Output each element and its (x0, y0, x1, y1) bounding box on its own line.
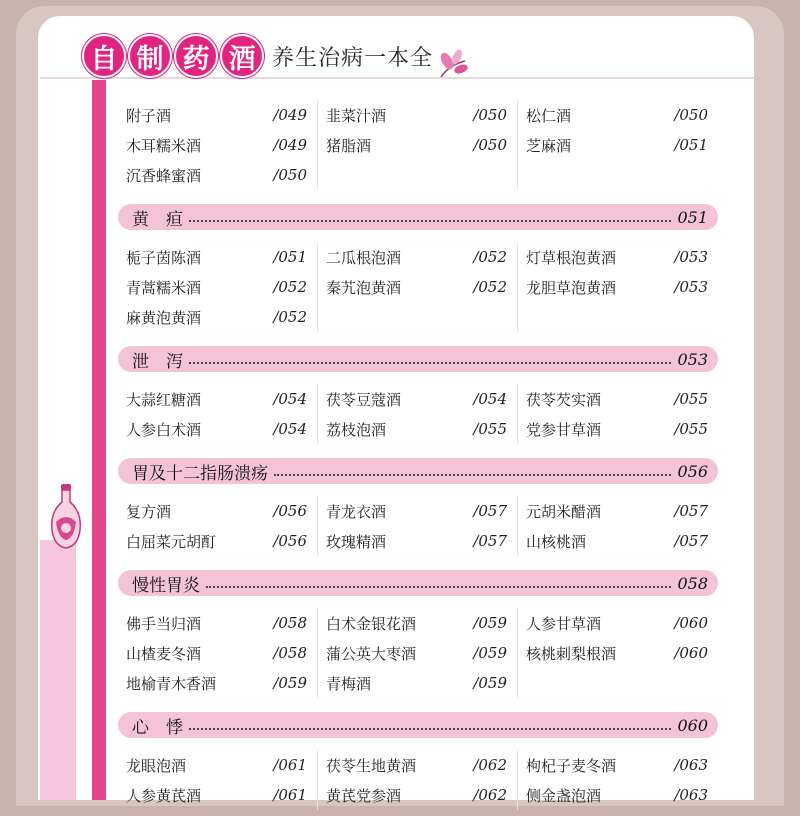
book-subtitle: 养生治病一本全 (272, 45, 434, 71)
section-header[interactable] (118, 570, 718, 596)
toc-row (118, 750, 718, 780)
toc-entry[interactable] (318, 638, 518, 668)
entry-page: /056 (273, 502, 307, 520)
entry-name: 青龙衣酒 (326, 502, 387, 521)
title-char: 药 (174, 34, 218, 78)
entry-page: /059 (473, 614, 507, 632)
toc-entry[interactable] (118, 496, 318, 526)
entry-page: /058 (273, 644, 307, 662)
entry-name: 侧金盏泡酒 (526, 786, 602, 805)
entry-name: 青梅酒 (326, 674, 372, 693)
entry-name: 党参甘草酒 (526, 420, 602, 439)
toc-entry (318, 302, 518, 332)
entry-page: /050 (473, 106, 507, 124)
toc-row (118, 100, 718, 130)
toc-entry[interactable] (118, 608, 318, 638)
section-entries (118, 238, 718, 338)
entry-name: 龙眼泡酒 (126, 756, 187, 775)
entry-page: /052 (273, 278, 307, 296)
toc-row (118, 160, 718, 190)
entry-name: 茯苓豆蔻酒 (326, 390, 402, 409)
section-title: 黄 疸 (132, 209, 183, 230)
toc-entry[interactable] (518, 130, 718, 160)
section-entries (118, 380, 718, 450)
section-page: 060 (677, 715, 708, 735)
entry-page: /054 (273, 390, 307, 408)
entry-name: 玫瑰精酒 (326, 532, 387, 551)
leader-dots (274, 474, 671, 476)
toc-entry (318, 160, 518, 190)
entry-page: /049 (273, 136, 307, 154)
entry-page: /059 (273, 674, 307, 692)
toc-entry[interactable] (518, 780, 718, 810)
toc-entry[interactable] (118, 526, 318, 556)
toc-row (118, 608, 718, 638)
toc-entry[interactable] (318, 384, 518, 414)
entry-page: /059 (473, 674, 507, 692)
toc-entry (518, 302, 718, 332)
toc-entry[interactable] (518, 750, 718, 780)
toc-entry[interactable] (118, 638, 318, 668)
toc-entry[interactable] (318, 780, 518, 810)
entry-page: /061 (273, 756, 307, 774)
entry-name: 秦艽泡黄酒 (326, 278, 402, 297)
entry-name: 大蒜红糖酒 (126, 390, 202, 409)
entry-page: /049 (273, 106, 307, 124)
entry-name: 韭菜汁酒 (326, 106, 387, 125)
entry-page: /062 (473, 756, 507, 774)
toc-row (118, 780, 718, 810)
entry-page: /057 (473, 532, 507, 550)
toc-row (118, 638, 718, 668)
entry-name: 龙胆草泡黄酒 (526, 278, 617, 297)
toc-entry (518, 668, 718, 698)
entry-page: /063 (674, 786, 708, 804)
leader-dots (189, 220, 671, 222)
toc-entry[interactable] (318, 668, 518, 698)
toc-entry[interactable] (118, 272, 318, 302)
entry-name: 地榆青木香酒 (126, 674, 217, 693)
toc-row (118, 384, 718, 414)
entry-name: 青蒿糯米酒 (126, 278, 202, 297)
toc-entry (518, 160, 718, 190)
toc-entry[interactable] (118, 160, 318, 190)
entry-page: /053 (674, 248, 708, 266)
entry-name: 复方酒 (126, 502, 172, 521)
toc-row (118, 668, 718, 698)
intro-entries (118, 96, 718, 196)
toc-entry[interactable] (118, 750, 318, 780)
entry-page: /053 (674, 278, 708, 296)
entry-page: /060 (674, 644, 708, 662)
title-char: 自 (82, 34, 126, 78)
section-title: 心 悸 (132, 717, 183, 738)
entry-page: /060 (674, 614, 708, 632)
toc-entry[interactable] (118, 668, 318, 698)
entry-name: 人参黄芪酒 (126, 786, 202, 805)
toc-entry[interactable] (318, 414, 518, 444)
entry-name: 栀子茵陈酒 (126, 248, 202, 267)
entry-name: 人参甘草酒 (526, 614, 602, 633)
entry-name: 白术金银花酒 (326, 614, 417, 633)
entry-page: /055 (473, 420, 507, 438)
toc-entry[interactable] (118, 130, 318, 160)
entry-name: 人参白术酒 (126, 420, 202, 439)
section-entries (118, 746, 718, 816)
side-gap (76, 540, 92, 800)
entry-name: 元胡米醋酒 (526, 502, 602, 521)
entry-name: 木耳糯米酒 (126, 136, 202, 155)
entry-page: /057 (473, 502, 507, 520)
section-page: 056 (677, 461, 708, 481)
section-header[interactable] (118, 346, 718, 372)
entry-page: /052 (473, 278, 507, 296)
section-header[interactable] (118, 204, 718, 230)
entry-name: 附子酒 (126, 106, 172, 125)
leader-dots (206, 586, 671, 588)
leader-dots (189, 728, 671, 730)
section-title: 慢性胃炎 (132, 575, 200, 596)
entry-name: 白屈菜元胡酊 (126, 532, 217, 551)
entry-name: 沉香蜂蜜酒 (126, 166, 202, 185)
toc-entry[interactable] (518, 384, 718, 414)
section-header[interactable] (118, 712, 718, 738)
entry-page: /055 (674, 420, 708, 438)
entry-page: /052 (473, 248, 507, 266)
toc-row (118, 526, 718, 556)
toc-entry[interactable] (118, 242, 318, 272)
entry-name: 佛手当归酒 (126, 614, 202, 633)
toc-entry[interactable] (518, 496, 718, 526)
entry-page: /062 (473, 786, 507, 804)
toc-entry[interactable] (518, 242, 718, 272)
flower-icon (435, 47, 469, 81)
entry-name: 二瓜根泡酒 (326, 248, 402, 267)
entry-page: /054 (273, 420, 307, 438)
page-header (82, 36, 469, 76)
toc-entry[interactable] (518, 272, 718, 302)
toc-entry[interactable] (118, 384, 318, 414)
side-accent-bar (92, 80, 106, 800)
entry-name: 麻黄泡黄酒 (126, 308, 202, 327)
table-of-contents (118, 96, 718, 816)
book-title (82, 34, 264, 78)
entry-page: /058 (273, 614, 307, 632)
entry-name: 茯苓生地黄酒 (326, 756, 417, 775)
entry-name: 黄芪党参酒 (326, 786, 402, 805)
entry-page: /056 (273, 532, 307, 550)
toc-entry[interactable] (118, 100, 318, 130)
side-accent-panel (40, 540, 76, 800)
section-page: 051 (677, 207, 708, 227)
entry-name: 荔枝泡酒 (326, 420, 387, 439)
toc-entry[interactable] (118, 780, 318, 810)
leader-dots (189, 362, 671, 364)
entry-page: /051 (674, 136, 708, 154)
entry-page: /057 (674, 502, 708, 520)
entry-page: /054 (473, 390, 507, 408)
section-header[interactable] (118, 458, 718, 484)
section-title: 泄 泻 (132, 351, 183, 372)
toc-entry[interactable] (518, 608, 718, 638)
entry-page: /057 (674, 532, 708, 550)
entry-page: /052 (273, 308, 307, 326)
toc-entry[interactable] (318, 526, 518, 556)
entry-name: 蒲公英大枣酒 (326, 644, 417, 663)
toc-entry[interactable] (318, 100, 518, 130)
toc-entry[interactable] (318, 750, 518, 780)
toc-entry[interactable] (318, 272, 518, 302)
title-char: 酒 (220, 34, 264, 78)
entry-page: /051 (273, 248, 307, 266)
entry-page: /061 (273, 786, 307, 804)
entry-page: /055 (674, 390, 708, 408)
toc-row (118, 496, 718, 526)
toc-entry[interactable] (318, 496, 518, 526)
entry-page: /050 (473, 136, 507, 154)
toc-row (118, 414, 718, 444)
toc-entry[interactable] (318, 130, 518, 160)
section-title: 胃及十二指肠溃疡 (132, 463, 268, 484)
entry-page: /050 (674, 106, 708, 124)
toc-row (118, 272, 718, 302)
entry-name: 枸杞子麦冬酒 (526, 756, 617, 775)
entry-name: 芝麻酒 (526, 136, 572, 155)
toc-entry[interactable] (118, 414, 318, 444)
entry-name: 山楂麦冬酒 (126, 644, 202, 663)
entry-name: 猪脂酒 (326, 136, 372, 155)
toc-entry[interactable] (118, 302, 318, 332)
toc-entry[interactable] (318, 242, 518, 272)
entry-name: 松仁酒 (526, 106, 572, 125)
entry-name: 山核桃酒 (526, 532, 587, 551)
entry-name: 灯草根泡黄酒 (526, 248, 617, 267)
entry-name: 核桃刺梨根酒 (526, 644, 617, 663)
section-page: 053 (677, 349, 708, 369)
vase-icon (46, 482, 86, 552)
section-page: 058 (677, 573, 708, 593)
toc-entry[interactable] (518, 100, 718, 130)
toc-entry[interactable] (318, 608, 518, 638)
entry-name: 茯苓芡实酒 (526, 390, 602, 409)
title-char: 制 (128, 34, 172, 78)
toc-entry[interactable] (518, 638, 718, 668)
entry-page: /063 (674, 756, 708, 774)
toc-entry[interactable] (518, 526, 718, 556)
section-entries (118, 492, 718, 562)
entry-page: /059 (473, 644, 507, 662)
toc-row (118, 130, 718, 160)
section-entries (118, 604, 718, 704)
entry-page: /050 (273, 166, 307, 184)
toc-row (118, 302, 718, 332)
toc-entry[interactable] (518, 414, 718, 444)
toc-row (118, 242, 718, 272)
